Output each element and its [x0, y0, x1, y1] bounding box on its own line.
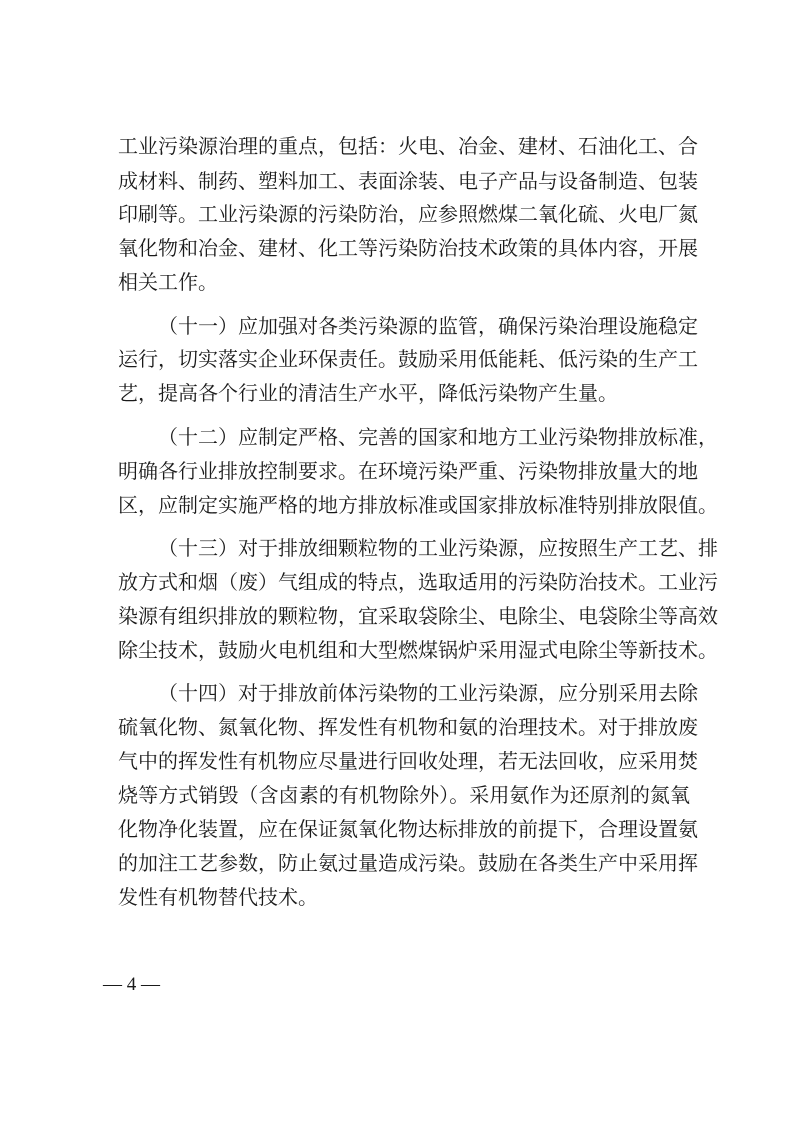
text-line: 运行，切实落实企业环保责任。鼓励采用低能耗、低污染的生产工	[118, 347, 698, 371]
text-line: 工业污染源治理的重点，包括：火电、冶金、建材、石油化工、合	[118, 134, 698, 158]
text-line: 艺，提高各个行业的清洁生产水平，降低污染物产生量。	[118, 381, 618, 405]
text-line: 的加注工艺参数，防止氨过量造成污染。鼓励在各类生产中采用挥	[118, 851, 698, 875]
text-line: （十一）应加强对各类污染源的监管，确保污染治理设施稳定	[158, 314, 698, 338]
text-line: 放方式和烟（废）气组成的特点，选取适用的污染防治技术。工业污	[118, 570, 718, 594]
text-line: 印刷等。工业污染源的污染防治，应参照燃煤二氧化硫、火电厂氮	[118, 202, 698, 226]
text-line: 发性有机物替代技术。	[118, 885, 318, 909]
text-line: 烧等方式销毁（含卤素的有机物除外）。采用氨作为还原剂的氮氧	[118, 783, 690, 807]
text-line: （十三）对于排放细颗粒物的工业污染源，应按照生产工艺、排	[158, 536, 718, 560]
text-line: 气中的挥发性有机物应尽量进行回收处理，若无法回收，应采用焚	[118, 749, 698, 773]
text-line: 染源有组织排放的颗粒物，宜采取袋除尘、电除尘、电袋除尘等高效	[118, 604, 718, 628]
text-line: 除尘技术，鼓励火电机组和大型燃煤锅炉采用湿式电除尘等新技术。	[118, 638, 718, 662]
page-number: — 4 —	[103, 974, 160, 995]
text-line: 成材料、制药、塑料加工、表面涂装、电子产品与设备制造、包装	[118, 169, 698, 193]
text-line: （十二）应制定严格、完善的国家和地方工业污染物排放标准，	[158, 425, 718, 449]
text-line: 明确各行业排放控制要求。在环境污染严重、污染物排放量大的地	[118, 459, 698, 483]
text-line: 氧化物和冶金、建材、化工等污染防治技术政策的具体内容，开展	[118, 236, 698, 260]
text-line: 化物净化装置，应在保证氮氧化物达标排放的前提下，合理设置氨	[118, 817, 698, 841]
text-line: （十四）对于排放前体污染物的工业污染源，应分别采用去除	[158, 681, 698, 705]
text-line: 硫氧化物、氮氧化物、挥发性有机物和氨的治理技术。对于排放废	[118, 715, 698, 739]
text-line: 相关工作。	[118, 270, 218, 294]
text-line: 区，应制定实施严格的地方排放标准或国家排放标准特别排放限值。	[118, 493, 718, 517]
